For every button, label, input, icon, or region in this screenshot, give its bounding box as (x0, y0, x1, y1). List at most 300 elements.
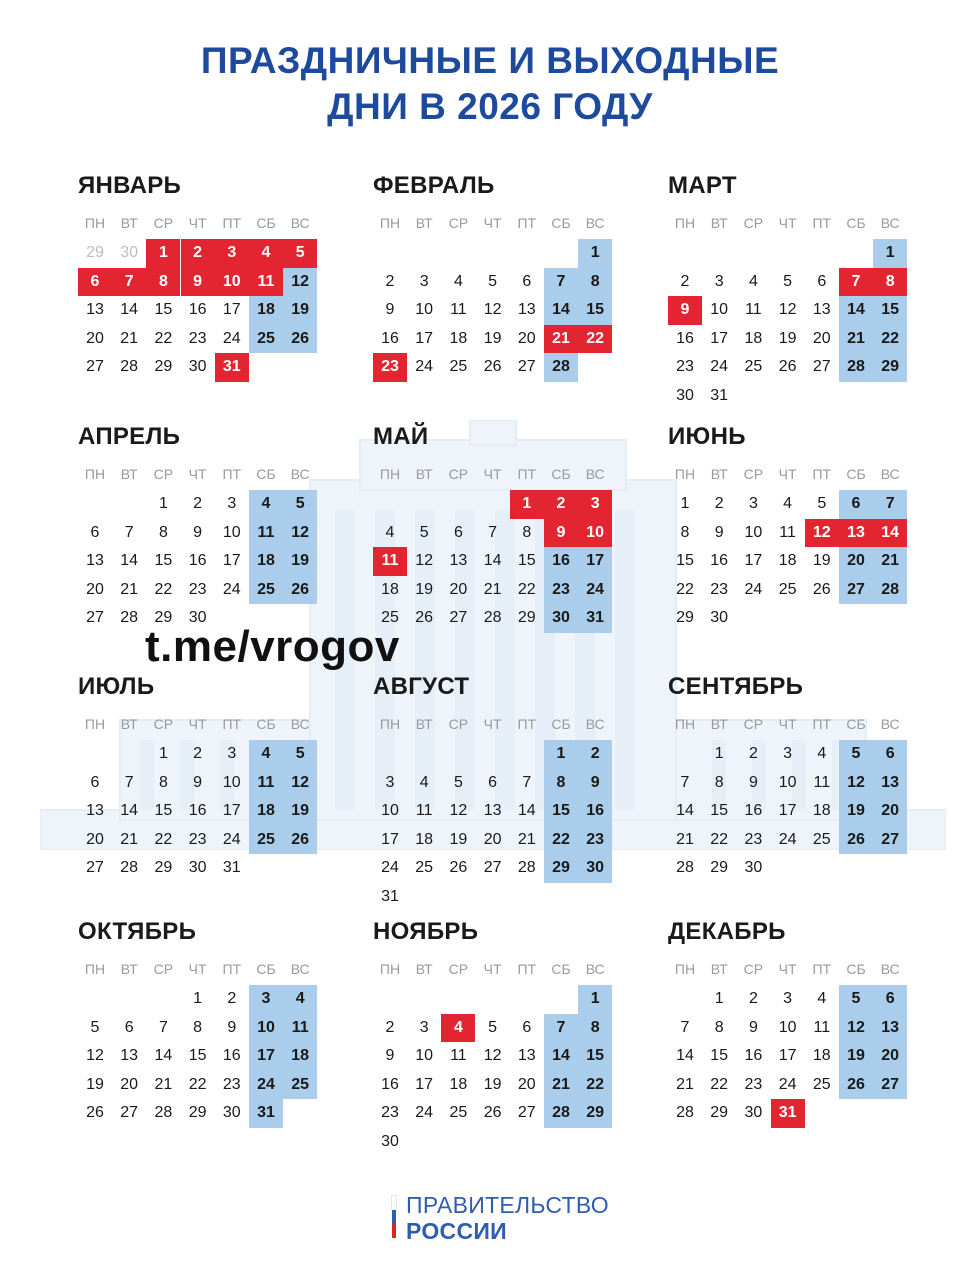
day-cell: 13 (517, 301, 536, 319)
weekday-label: ЧТ (188, 215, 207, 231)
day-cell: 28 (676, 859, 694, 877)
day-cell: 13 (812, 301, 831, 319)
day-cell: 26 (415, 609, 434, 627)
day-cell: 20 (86, 580, 104, 598)
weekend-day-cell: 19 (283, 797, 317, 826)
day-cell: 1 (714, 990, 724, 1007)
day-cell: 13 (86, 301, 104, 319)
weekday-label: ПН (379, 466, 401, 482)
weekend-day-cell: 21 (544, 1071, 578, 1100)
day-cell: 11 (813, 773, 831, 791)
day-cell: 17 (222, 802, 241, 820)
day-cell: 3 (714, 272, 724, 290)
weekend-day-cell: 24 (578, 576, 612, 605)
weekend-day-cell: 3 (249, 985, 283, 1014)
day-cell: 25 (449, 1104, 468, 1122)
holiday-day-cell: 7 (112, 268, 146, 297)
day-cell: 27 (449, 609, 468, 627)
day-cell: 23 (710, 580, 729, 598)
weekend-day-cell: 20 (873, 1042, 907, 1071)
weekday-label: СР (153, 215, 174, 231)
day-cell: 15 (154, 301, 173, 319)
day-cell: 14 (517, 802, 536, 820)
month-6 (668, 423, 908, 653)
day-cell: 22 (517, 580, 536, 598)
day-cell: 28 (676, 1104, 694, 1122)
weekday-label: СБ (846, 716, 866, 732)
day-cell: 11 (813, 1018, 831, 1036)
weekend-day-cell: 29 (544, 854, 578, 883)
day-cell: 8 (158, 523, 168, 541)
day-cell: 22 (710, 1075, 729, 1093)
day-cell: 3 (385, 773, 395, 791)
weekend-day-cell: 22 (578, 1071, 612, 1100)
day-cell: 9 (385, 1047, 395, 1065)
day-cell: 14 (120, 301, 139, 319)
month-name: АПРЕЛЬ (78, 423, 181, 450)
logo-line-2: РОССИИ (406, 1218, 508, 1244)
day-cell: 2 (748, 745, 758, 762)
month-3 (668, 172, 908, 402)
day-cell: 28 (154, 1104, 173, 1122)
day-cell: 26 (449, 859, 468, 877)
day-cell: 22 (188, 1075, 207, 1093)
day-cell: 2 (193, 745, 203, 762)
weekend-day-cell: 15 (578, 1042, 612, 1071)
weekday-label: СР (743, 716, 764, 732)
day-cell: 28 (120, 358, 139, 376)
weekday-label: ПН (379, 215, 401, 231)
day-cell: 27 (517, 358, 536, 376)
flag-blue-stripe (392, 1210, 396, 1224)
day-cell: 6 (488, 773, 498, 791)
weekend-day-cell: 27 (873, 1071, 907, 1100)
weekend-day-cell: 13 (873, 1014, 907, 1043)
holiday-day-cell: 3 (578, 490, 612, 519)
day-cell: 19 (483, 1075, 502, 1093)
weekday-label: ВС (585, 466, 605, 482)
day-cell: 17 (415, 1075, 434, 1093)
month-name: ИЮЛЬ (78, 673, 155, 700)
month-name: ИЮНЬ (668, 423, 746, 450)
day-cell: 8 (714, 773, 724, 791)
holiday-day-cell: 10 (215, 268, 249, 297)
weekend-day-cell: 12 (283, 519, 317, 548)
day-cell: 27 (517, 1104, 536, 1122)
weekend-day-cell: 6 (873, 740, 907, 769)
day-cell: 7 (124, 523, 134, 541)
day-cell: 7 (680, 773, 690, 791)
holiday-day-cell: 1 (510, 490, 544, 519)
weekend-day-cell: 14 (839, 296, 873, 325)
weekend-day-cell: 31 (249, 1099, 283, 1128)
weekend-day-cell: 18 (249, 296, 283, 325)
day-cell: 14 (120, 552, 139, 570)
weekday-label: СР (153, 716, 174, 732)
prev-month-day: 30 (120, 244, 139, 261)
day-cell: 30 (188, 358, 207, 376)
day-cell: 1 (158, 745, 168, 762)
weekend-day-cell: 1 (578, 985, 612, 1014)
day-cell: 16 (744, 802, 763, 820)
day-cell: 20 (812, 329, 831, 347)
day-cell: 13 (86, 802, 104, 820)
weekend-day-cell: 5 (283, 490, 317, 519)
weekend-day-cell: 7 (873, 490, 907, 519)
month-11 (373, 918, 613, 1148)
day-cell: 30 (381, 1133, 399, 1150)
weekday-label: ВС (585, 716, 605, 732)
day-cell: 24 (710, 358, 729, 376)
weekday-label: ЧТ (483, 215, 502, 231)
title-line-1: ПРАЗДНИЧНЫЕ И ВЫХОДНЫЕ (200, 40, 780, 81)
day-cell: 9 (193, 773, 203, 791)
day-cell: 17 (415, 329, 434, 347)
day-cell: 15 (154, 802, 173, 820)
day-cell: 18 (812, 802, 831, 820)
day-cell: 24 (222, 580, 241, 598)
weekday-label: ВС (585, 961, 605, 977)
day-cell: 29 (154, 609, 173, 627)
weekday-label: ПТ (517, 961, 537, 977)
weekend-day-cell: 26 (283, 576, 317, 605)
day-cell: 8 (193, 1018, 203, 1036)
day-cell: 12 (483, 301, 502, 319)
weekend-day-cell: 28 (544, 1099, 578, 1128)
weekday-label: ВС (290, 716, 310, 732)
day-cell: 5 (817, 495, 827, 512)
weekday-label: ПТ (812, 716, 832, 732)
weekday-label: ВС (290, 215, 310, 231)
weekday-label: ПН (674, 215, 696, 231)
weekend-day-cell: 19 (283, 547, 317, 576)
weekend-day-cell: 4 (249, 740, 283, 769)
channel-link-overlay: t.me/vrogov (145, 622, 400, 671)
day-cell: 6 (90, 523, 100, 541)
weekend-day-cell: 13 (873, 769, 907, 798)
day-cell: 17 (778, 1047, 797, 1065)
weekday-label: ЧТ (188, 716, 207, 732)
day-cell: 31 (381, 888, 399, 905)
weekend-day-cell: 26 (839, 1071, 873, 1100)
day-cell: 19 (778, 329, 797, 347)
weekday-label: ЧТ (483, 961, 502, 977)
day-cell: 25 (812, 1075, 831, 1093)
day-cell: 7 (522, 773, 532, 791)
day-cell: 16 (381, 1075, 399, 1093)
weekday-label: ПН (379, 716, 401, 732)
day-cell: 18 (381, 580, 399, 598)
weekend-day-cell: 8 (578, 268, 612, 297)
weekday-label: ВТ (710, 961, 728, 977)
day-cell: 16 (744, 1047, 763, 1065)
weekday-label: ПТ (222, 716, 242, 732)
day-cell: 10 (710, 301, 729, 319)
day-cell: 12 (778, 301, 797, 319)
day-cell: 20 (120, 1075, 139, 1093)
weekday-label: СБ (256, 961, 276, 977)
day-cell: 18 (812, 1047, 831, 1065)
flag-white-stripe (392, 1196, 396, 1210)
weekday-label: СР (153, 466, 174, 482)
weekday-label: ЧТ (778, 961, 797, 977)
day-cell: 20 (449, 580, 468, 598)
month-7 (78, 673, 318, 903)
day-cell: 26 (483, 358, 502, 376)
weekday-label: СР (743, 466, 764, 482)
day-cell: 5 (488, 272, 498, 290)
day-cell: 2 (385, 1018, 395, 1036)
day-cell: 9 (748, 1018, 758, 1036)
day-cell: 3 (227, 495, 237, 512)
day-cell: 9 (748, 773, 758, 791)
day-cell: 19 (449, 830, 468, 848)
day-cell: 23 (222, 1075, 241, 1093)
day-cell: 25 (778, 580, 797, 598)
weekend-day-cell: 21 (839, 325, 873, 354)
day-cell: 20 (517, 329, 536, 347)
holiday-day-cell: 22 (578, 325, 612, 354)
day-cell: 2 (714, 495, 724, 512)
month-name: НОЯБРЬ (373, 918, 479, 945)
weekend-day-cell: 29 (578, 1099, 612, 1128)
day-cell: 28 (517, 859, 536, 877)
weekend-day-cell: 21 (873, 547, 907, 576)
weekend-day-cell: 1 (873, 239, 907, 268)
day-cell: 17 (381, 830, 399, 848)
day-cell: 19 (415, 580, 434, 598)
day-cell: 1 (158, 495, 168, 512)
day-cell: 24 (415, 358, 434, 376)
day-cell: 19 (86, 1075, 104, 1093)
weekday-label: СБ (551, 716, 571, 732)
day-cell: 14 (676, 1047, 694, 1065)
day-cell: 8 (158, 773, 168, 791)
weekday-label: ПТ (222, 961, 242, 977)
weekday-label: ВТ (120, 961, 138, 977)
weekday-label: СБ (846, 466, 866, 482)
day-cell: 31 (222, 859, 241, 877)
day-cell: 17 (744, 552, 763, 570)
weekday-label: ВТ (415, 961, 433, 977)
day-cell: 27 (86, 609, 104, 627)
day-cell: 15 (710, 802, 729, 820)
day-cell: 1 (680, 495, 690, 512)
day-cell: 26 (812, 580, 831, 598)
day-cell: 14 (154, 1047, 173, 1065)
weekend-day-cell: 14 (544, 296, 578, 325)
day-cell: 9 (385, 301, 395, 319)
weekday-label: ПТ (222, 466, 242, 482)
weekend-day-cell: 17 (249, 1042, 283, 1071)
day-cell: 6 (453, 523, 463, 541)
weekend-day-cell: 19 (839, 797, 873, 826)
weekend-day-cell: 28 (873, 576, 907, 605)
holiday-day-cell: 9 (181, 268, 215, 297)
weekday-label: СБ (256, 215, 276, 231)
day-cell: 25 (415, 859, 434, 877)
day-cell: 16 (676, 329, 694, 347)
weekend-day-cell: 25 (249, 826, 283, 855)
day-cell: 21 (517, 830, 536, 848)
day-cell: 6 (124, 1018, 134, 1036)
day-cell: 11 (450, 1047, 467, 1065)
weekday-label: ПН (84, 215, 106, 231)
weekday-label: ВС (880, 716, 900, 732)
day-cell: 30 (188, 609, 207, 627)
day-cell: 16 (188, 301, 207, 319)
day-cell: 5 (783, 272, 793, 290)
weekday-label: СБ (256, 716, 276, 732)
day-cell: 15 (154, 552, 173, 570)
day-cell: 27 (86, 859, 104, 877)
weekend-day-cell: 15 (578, 296, 612, 325)
weekend-day-cell: 18 (249, 547, 283, 576)
day-cell: 3 (419, 272, 429, 290)
weekday-label: ВТ (710, 215, 728, 231)
day-cell: 20 (86, 329, 104, 347)
weekend-day-cell: 12 (839, 1014, 873, 1043)
day-cell: 22 (676, 580, 694, 598)
weekday-label: ВТ (415, 215, 433, 231)
day-cell: 15 (710, 1047, 729, 1065)
month-name: ОКТЯБРЬ (78, 918, 197, 945)
day-cell: 28 (483, 609, 502, 627)
day-cell: 10 (222, 523, 241, 541)
weekend-day-cell: 8 (578, 1014, 612, 1043)
day-cell: 12 (449, 802, 468, 820)
day-cell: 27 (86, 358, 104, 376)
day-cell: 3 (783, 745, 793, 762)
day-cell: 11 (745, 301, 762, 319)
weekend-day-cell: 25 (249, 576, 283, 605)
holiday-day-cell: 4 (441, 1014, 475, 1043)
holiday-day-cell: 31 (215, 353, 249, 382)
holiday-day-cell: 23 (373, 353, 407, 382)
weekend-day-cell: 5 (839, 740, 873, 769)
day-cell: 7 (680, 1018, 690, 1036)
day-cell: 11 (415, 802, 433, 820)
day-cell: 28 (120, 609, 139, 627)
month-name: МАРТ (668, 172, 737, 199)
weekday-label: ВТ (120, 716, 138, 732)
day-cell: 22 (154, 580, 173, 598)
weekday-label: СР (743, 215, 764, 231)
weekday-label: ПН (674, 466, 696, 482)
weekday-label: СР (153, 961, 174, 977)
day-cell: 29 (710, 1104, 729, 1122)
day-cell: 4 (783, 495, 793, 512)
weekday-label: СБ (256, 466, 276, 482)
day-cell: 23 (188, 580, 207, 598)
weekend-day-cell: 18 (249, 797, 283, 826)
day-cell: 2 (680, 272, 690, 290)
weekday-label: ВТ (415, 716, 433, 732)
weekend-day-cell: 23 (578, 826, 612, 855)
weekend-day-cell: 28 (839, 353, 873, 382)
weekend-day-cell: 7 (544, 268, 578, 297)
weekend-day-cell: 17 (578, 547, 612, 576)
day-cell: 30 (188, 859, 207, 877)
day-cell: 29 (154, 358, 173, 376)
weekday-label: СР (448, 961, 469, 977)
weekend-day-cell: 27 (873, 826, 907, 855)
page-title (0, 38, 980, 130)
weekend-day-cell: 22 (544, 826, 578, 855)
day-cell: 30 (744, 859, 763, 877)
weekday-label: ПТ (812, 215, 832, 231)
day-cell: 24 (381, 859, 399, 877)
day-cell: 12 (415, 552, 434, 570)
holiday-day-cell: 2 (181, 239, 215, 268)
holiday-day-cell: 10 (578, 519, 612, 548)
weekend-day-cell: 25 (249, 325, 283, 354)
holiday-day-cell: 13 (839, 519, 873, 548)
day-cell: 10 (415, 1047, 434, 1065)
weekend-day-cell: 22 (873, 325, 907, 354)
month-2 (373, 172, 613, 402)
weekend-day-cell: 15 (873, 296, 907, 325)
weekday-label: ВТ (120, 466, 138, 482)
holiday-day-cell: 11 (373, 547, 407, 576)
day-cell: 7 (124, 773, 134, 791)
month-1 (78, 172, 318, 402)
day-cell: 5 (90, 1018, 100, 1036)
weekday-label: ВТ (415, 466, 433, 482)
weekday-label: СР (448, 215, 469, 231)
day-cell: 24 (744, 580, 763, 598)
weekend-day-cell: 25 (283, 1071, 317, 1100)
weekend-day-cell: 6 (839, 490, 873, 519)
day-cell: 13 (120, 1047, 139, 1065)
day-cell: 1 (714, 745, 724, 762)
day-cell: 10 (381, 802, 399, 820)
weekend-day-cell: 12 (283, 268, 317, 297)
government-logo (392, 1192, 622, 1246)
holiday-day-cell: 14 (873, 519, 907, 548)
day-cell: 6 (817, 272, 827, 290)
month-name: МАЙ (373, 423, 429, 450)
day-cell: 21 (676, 1075, 694, 1093)
weekend-day-cell: 16 (578, 797, 612, 826)
weekend-day-cell: 1 (544, 740, 578, 769)
weekday-label: ЧТ (483, 716, 502, 732)
holiday-day-cell: 12 (805, 519, 839, 548)
weekend-day-cell: 26 (839, 826, 873, 855)
weekend-day-cell: 4 (249, 490, 283, 519)
weekday-label: ВТ (710, 716, 728, 732)
day-cell: 30 (744, 1104, 763, 1122)
weekday-label: ПТ (812, 961, 832, 977)
day-cell: 28 (120, 859, 139, 877)
month-12 (668, 918, 908, 1148)
logo-line-1: ПРАВИТЕЛЬСТВО (406, 1192, 609, 1218)
day-cell: 29 (676, 609, 694, 627)
day-cell: 8 (522, 523, 532, 541)
day-cell: 26 (86, 1104, 104, 1122)
day-cell: 27 (812, 358, 831, 376)
weekend-day-cell: 30 (544, 604, 578, 633)
day-cell: 2 (193, 495, 203, 512)
day-cell: 29 (517, 609, 536, 627)
day-cell: 22 (154, 329, 173, 347)
day-cell: 4 (817, 745, 827, 762)
weekend-day-cell: 23 (544, 576, 578, 605)
weekend-day-cell: 27 (839, 576, 873, 605)
day-cell: 13 (449, 552, 468, 570)
weekday-label: СР (448, 466, 469, 482)
day-cell: 9 (227, 1018, 237, 1036)
